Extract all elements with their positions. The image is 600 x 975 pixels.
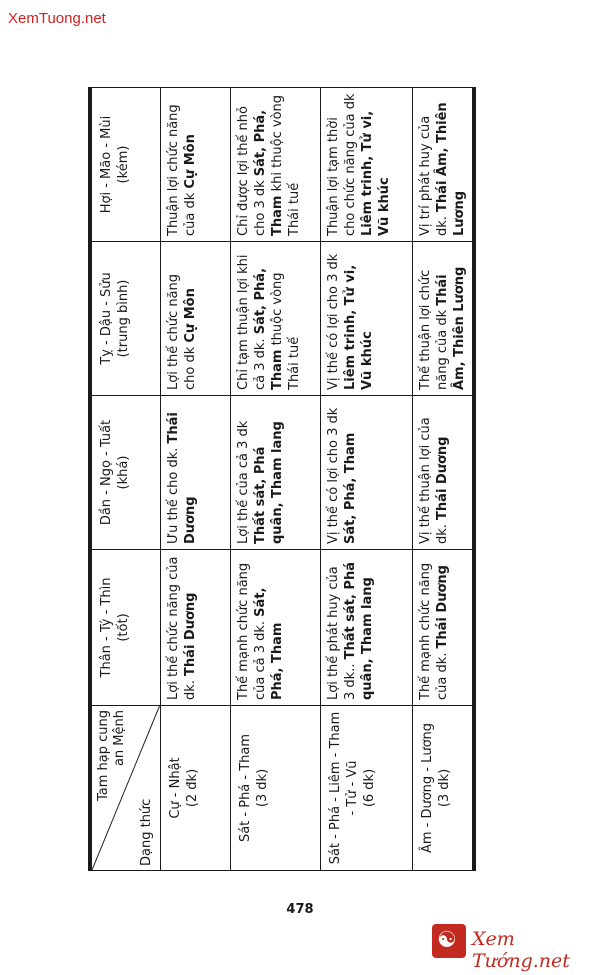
row-header: Âm - Dương - Lương (3 dk) bbox=[412, 706, 474, 871]
row-header: Sát - Phá - Liêm - Tham - Tử - Vũ (6 dk) bbox=[320, 706, 412, 871]
table-cell: Thế thuận lợi chức năng của dk Thái Âm, Thiên Lương bbox=[412, 242, 474, 396]
table-cell: Lợi thế phát huy của 3 dk.. Thất sát, Phá quân, Tham lang bbox=[320, 550, 412, 706]
rotated-table-container bbox=[88, 88, 472, 871]
table-cell: Chỉ được lợi thế nhỏ cho 3 dk Sát, Phá, Tham khi thuộc vòng Thái tuế bbox=[230, 88, 320, 242]
table-cell: Chỉ tạm thuận lợi khi cả 3 dk. Sát, Phá, Tham thuộc vòng Thái tuế bbox=[230, 242, 320, 396]
page-number: 478 bbox=[286, 902, 314, 917]
table-row bbox=[412, 88, 474, 871]
horoscope-table bbox=[88, 87, 476, 871]
table-cell: Lợi thế chức năng của dk. Thái Dương bbox=[160, 550, 230, 706]
table-cell: Thuận lợi chức năng của dk Cự Môn bbox=[160, 88, 230, 242]
corner-top-label: Tam hạp cung an Mệnh bbox=[96, 710, 127, 802]
table-row bbox=[320, 88, 412, 871]
table-cell: Ưu thế cho dk. Thái Dương bbox=[160, 396, 230, 550]
corner-bottom-label: Dạng thức bbox=[139, 798, 155, 866]
table-row bbox=[230, 88, 320, 871]
column-header: Hợi - Mão - Mùi (kém) bbox=[90, 88, 160, 242]
table-cell: Thuận lợi tạm thời cho chức năng của dk Liêm trinh, Tử vi, Vũ khúc bbox=[320, 88, 412, 242]
row-header: Sát - Phá - Tham (3 dk) bbox=[230, 706, 320, 871]
column-header: Dần - Ngọ - Tuất (khá) bbox=[90, 396, 160, 550]
table-cell: Lợi thế chức năng cho dk Cự Môn bbox=[160, 242, 230, 396]
site-header[interactable]: XemTuong.net bbox=[8, 10, 106, 27]
table-cell: Thế mạnh chức năng của dk. Thái Dương bbox=[412, 550, 474, 706]
table-row bbox=[160, 88, 230, 871]
table-cell: Lợi thế của cả 3 dk Thất sát, Phá quân, Tham lang bbox=[230, 396, 320, 550]
table-cell: Vị thế có lợi cho 3 dk Sát, Phá, Tham bbox=[320, 396, 412, 550]
row-header: Cự - Nhật (2 đk) bbox=[160, 706, 230, 871]
site-logo[interactable] bbox=[432, 920, 600, 972]
table-inner bbox=[88, 88, 472, 871]
logo-text: Xem Tướng.net bbox=[472, 928, 570, 972]
table-cell: Thế mạnh chức năng của cả 3 dk. Sát, Phá, Tham bbox=[230, 550, 320, 706]
table-cell: Vị thế có lợi cho 3 dk Liêm trinh, Tử vi, Vũ khúc bbox=[320, 242, 412, 396]
corner-header-cell bbox=[90, 706, 160, 871]
table-cell: Vị trí phát huy của dk. Thái Âm, Thiên Lương bbox=[412, 88, 474, 242]
yin-yang-icon: ☯ bbox=[432, 924, 466, 958]
column-header: Tỵ - Dậu - Sửu (trung bình) bbox=[90, 242, 160, 396]
table-cell: Vị thế thuận lợi của dk. Thái Dương bbox=[412, 396, 474, 550]
column-header: Thân - Tý - Thìn (tốt) bbox=[90, 550, 160, 706]
